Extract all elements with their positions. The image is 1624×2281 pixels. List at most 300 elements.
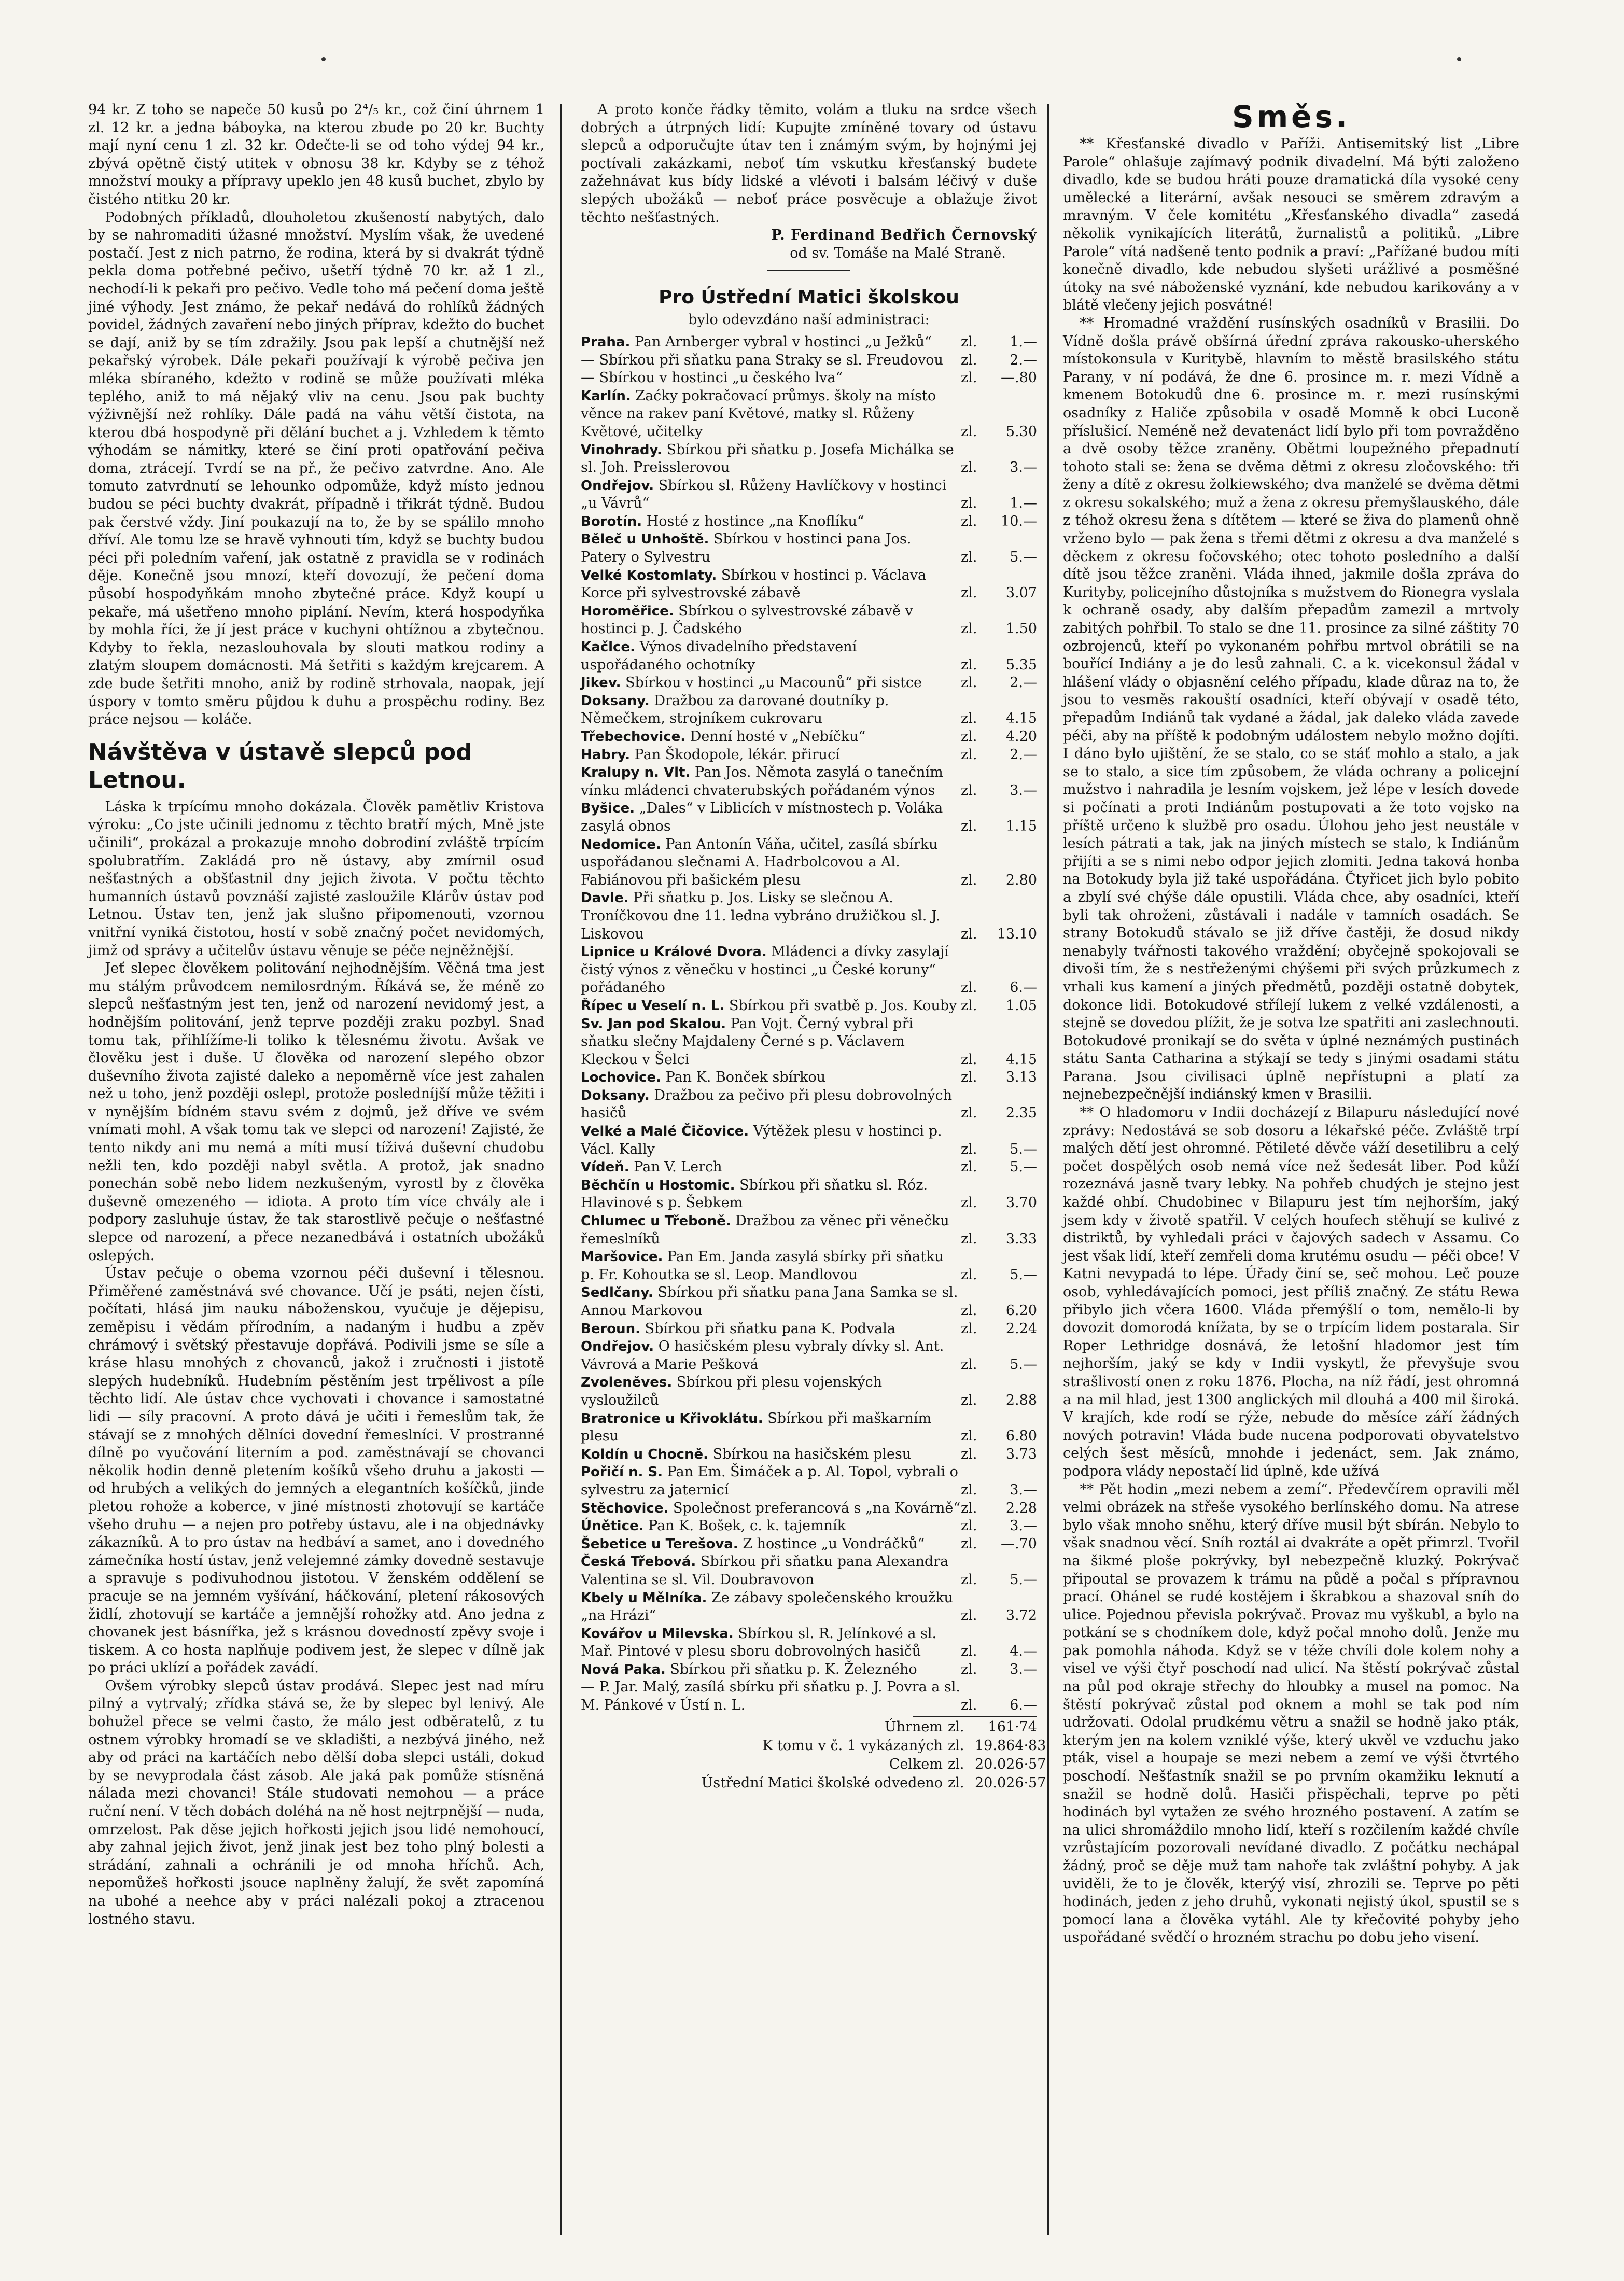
- divider: [767, 270, 850, 271]
- donation-row: [581, 477, 1037, 513]
- donation-amount: 3.—: [1010, 1518, 1037, 1534]
- donation-text: [581, 1500, 961, 1518]
- donation-currency: zl.: [961, 513, 977, 529]
- donation-row: [581, 746, 1037, 764]
- donation-row: [581, 1248, 1037, 1284]
- donation-amount: 3.72: [1005, 1607, 1037, 1624]
- donation-currency: zl.: [961, 1141, 977, 1157]
- donation-amount: —.80: [1001, 370, 1037, 386]
- donation-text: [581, 333, 961, 352]
- donation-amount: 10.—: [1001, 513, 1037, 529]
- section-title: Směs.: [1231, 99, 1351, 134]
- donation-amount: 3.33: [1005, 1230, 1037, 1247]
- donation-place: Koldín u Chocně.: [581, 1446, 708, 1462]
- donations-totals: [581, 1718, 1046, 1793]
- donation-description: — Sbírkou v hostinci „u českého lva“: [581, 370, 843, 386]
- donation-text: [581, 441, 961, 477]
- donation-currency: zl.: [961, 997, 977, 1014]
- donation-text: [581, 1517, 961, 1535]
- donation-row: [581, 800, 1037, 835]
- donation-text: [581, 1069, 961, 1087]
- donation-amount: 5.—: [1010, 1571, 1037, 1588]
- donation-description: Pan K. Bošek, c. k. tajemník: [648, 1518, 846, 1534]
- donation-place: Běchčín u Hostomic.: [581, 1177, 735, 1193]
- donation-row: [581, 836, 1037, 890]
- donation-place: Únětice.: [581, 1518, 644, 1534]
- donation-description: Sbírkou při sňatku pana K. Podvala: [645, 1320, 895, 1337]
- donation-row: [581, 1284, 1037, 1320]
- donation-description: Mládenci a dívky zasylají čistý výnos z věnečku v hostinci „u České koruny“ pořádaného: [581, 944, 949, 996]
- donation-text: [581, 1123, 961, 1158]
- donation-currency: zl.: [961, 979, 977, 996]
- donation-currency: zl.: [961, 1266, 977, 1283]
- donation-amount: 3.73: [1005, 1446, 1037, 1462]
- total-cur: zl.: [948, 1756, 964, 1772]
- donation-place: Jikev.: [581, 675, 621, 691]
- total-row: [581, 1755, 1046, 1774]
- donation-description: Sbírkou při sňatku p. K. Železného: [670, 1661, 917, 1677]
- donation-place: Česká Třebová.: [581, 1554, 696, 1570]
- donation-currency: zl.: [961, 675, 977, 691]
- donation-currency: zl.: [961, 1535, 977, 1552]
- donation-place: Vinohrady.: [581, 442, 662, 458]
- donation-amount: 1.—: [1010, 495, 1037, 512]
- total-amt: 20.026·57: [975, 1756, 1046, 1772]
- donation-description: Sbírkou v hostinci pana Jos. Patery o Sylvestru: [581, 531, 912, 566]
- paragraph: Podobných příkladů, dlouholetou zkušeností nabytých, dalo by se nahromaditi úžasné množství. Myslím však, že uvedené postačí. Jest z nich patrno, že rodina, která by si dvakrát týdně pekla doma potřebné pečivo, ušetří týdně 70 kr. až 1 zl., nechodí-li k pekaři pro pečivo. Vedle toho má pečení doma ještě jiné výhody. Jest známo, že pekař nedává do rohlíků žádných povidel, žádných zavaření nebo jiných příprav, kdežto do buchet se dají, aniž by se tím zdražily. Jsou pak lepší a chutnější než pekařský výrobek. Dále pekaři používají k výrobě pečiva jen mléka sbíraného, kdežto v rodině se může používati mléka teplého, aniž to má nějaký vliv na cenu. Jsou pak buchty výživnější než rohlíky. Dále padá na váhu větší čistota, na kterou dbá hospodyně při dělání buchet a j. Vzhledem k těmto výhodám se námitky, které se činí proti opatřování pečiva doma, ztrácejí. Tvrdí se na př., že pečivo zatvrdne. Ano. Ale tomuto zatvrdnutí se lehounko odpomůže, když místo jednou budou se péci buchty dvakrát, případně i třikrát týdně. Budou pak čerstvé vždy. Jiní poukazují na to, že by se spálilo mnoho dříví. Ale tomu lze se hravě vyhnouti tím, když se buchty budou péci při poledním vaření, jak ostatně z pravidla se v rodinách děje. Konečně jsou mnozí, kteří dovozují, že pečení doma působí hospodyňkám mnoho zbytečné práce. Když koupí u pekaře, má ušetřeno mnoho piplání. Nevím, která hospodyňka by mohla říci, že jí jest práce v kuchyni ohtížnou a zbytečnou. Kdyby to řekla, nezaslouhovala by slouti matkou rodiny a zlatým sloupem domácnosti. Má šetřiti s každým krejcarem. A zde bude šetřiti mnoho, aniž by rodině strhovala, naopak, její úspory v tomto směru půjdou k duhu a prospěchu rodiny. Bez práce nejsou — koláče.: [88, 209, 544, 728]
- donation-description: Při sňatku p. Jos. Lisky se slečnou A. Troníčkovou dne 11. ledna vybráno družičkou sl. J. Liskovou: [581, 890, 941, 942]
- donation-place: Pořičí n. S.: [581, 1464, 663, 1480]
- donation-place: Ondřejov.: [581, 478, 654, 494]
- donation-place: Bratronice u Křivoklátu.: [581, 1410, 763, 1426]
- donation-description: Sbírkou při sňatku pana Alexandra Valentina se sl. Vil. Doubravovon: [581, 1554, 949, 1588]
- donation-currency: zl.: [961, 1446, 977, 1462]
- paragraph: 94 kr. Z toho se napeče 50 kusů po 2⁴/₅ kr., což činí úhrnem 1 zl. 12 kr. a jedna báboyka, na kterou zbude po 20 kr. Buchty mají nyní cenu 1 zl. 32 kr. Odečte-li se od toho výdej 94 kr., zbývá opětně čistý utitek v obnosu 38 kr. Kdyby se z téhož množství mouky a přípravy upeklo jen 48 kusů buchet, zbylo by čistého ntitku 20 kr.: [88, 102, 544, 207]
- donation-description: Zaćky pokračovací průmys. školy na místo věnce na rakev paní Květové, matky sl. Růženy Květové, učitelky: [581, 387, 936, 440]
- donation-description: Z hostince „u Vondráčků“: [743, 1535, 925, 1552]
- donation-description: Výnos divadelního představení uspořádaného ochotníky: [581, 639, 857, 673]
- donation-place: Karlín.: [581, 388, 631, 404]
- donation-place: Kralupy n. Vlt.: [581, 765, 691, 781]
- donation-place: Zvoleněves.: [581, 1375, 673, 1391]
- donation-currency: zl.: [961, 370, 977, 386]
- paragraph: ** Hromadné vraždění rusínských osadníků v Brasilii. Do Vídně došla právě obšírná úřední zpráva rakousko-uherského místokonsula v Kuritybě, hlavním to městě brasilského státu Parany, v ní podává, že dne 6. prosince m. r. mezi Vídně a kmenem Botokudů dne 6. prosince m. r. mezi rusínskými osadníky z Haliče způsobila v osadě Momně k obci Luconě příslušicí. Neméně než devatenáct lidí bylo při tom povražděno a dvě osoby těžce zraněny. Obětmi loupežného přepadnutí tohoto stali se: žena se dvěma dětmi z okresu zločovského: tři ženy a dítě z okresu žolkiewského; dva manželé se dvěma dětmi z okresu sokalského; muž a žena z okresu přemyšlauského, dále z téhož okresu žena s dítětem — které se živa do plamenů ohně vrženo bylo — pak žena s třemi dětmi z okresu a dva manželé s děckem z okresu fočovského; otec tohoto posledního a další dítě jsou těžce zraněni. Vláda ihned, jakmile došla zpráva do Kurityby, policejního důstojníka s mužstvem do Rionegra vyslala k ochraně osady, aby dalším přepadům zamezil a mrtvoly zabitých pohřbil. To stalo se dne 11. prosince za silné záštity 70 ozbrojenců, kteří po vykonaném pohřbu mrtvol obrátili se na bouřící Indiány a je do lesů zahnali. C. a k. vicekonsul žádal v hlášení vlády o objasnění celého případu, klade důraz na to, že jsou to vesměs rakouští osadníci, kteří obývají v osadě této, přepadům Indiánů tak vydané a žádal, jak daleko vláda zavede péči, aby na příště k podobným událostem nebylo možno dojíti. I dáno bylo ujištění, že se stalo, co se stáť mohlo a stalo, a jak se to stalo, a sice tím způsobem, že vláda ochrany a policejní mužstvo i nahradila je lesním vojskem, jež lépe v lesích dovede si počínati a proti Indiánům postupovati a že toto vojsko na příště určeno k službě pro osadu. Úlohou jeho jest neustále v lesích pátrati a tak, jak na jiných místech se stalo, k Indiánům přijíti a se s nimi nebo odpor jejich zlomiti. Jedna taková honba na Botokudy byla již také uspořádána. Čtyřicet jich bylo pobito a zbylí své chýše dále opustili. Vláda chce, aby osadníci, kteří byli tak ohroženi, zůstávali i nadále v tamních osadách. Se strany Botokudů stávalo se již dříve častěji, že dosud nikdy nenabyly tvářnosti takového vraždění; obyčejně spokojovali se divoši tím, že s nestřeženými chýšemi při svých průzkumech z vrhali kus kamení a jiných předmětů, později ostatně dobytek, dokonce lidi. Botokudové střílejí lukem z velké vzdálenosti, a stejně se dovedou plížit, že je sotva lze spatřiti ani zaslechnouti. Botokudové pronikají se do světa v úplné neznámých pustinách státu Santa Catharina a stýkají se tedy s jinými osadami státu Parana. Jsou civilisaci úplně nepřístupni a platí za nejnebezpečnější indiánský kmen v Brasilii.: [1063, 315, 1519, 1103]
- donation-description: Sbírkou při maškarním plesu: [581, 1410, 932, 1445]
- donation-text: [581, 1410, 961, 1446]
- donation-place: Sv. Jan pod Skalou.: [581, 1016, 726, 1032]
- donations-heading: Pro Ústřední Matici školskou: [659, 287, 959, 309]
- donation-currency: zl.: [961, 1105, 977, 1122]
- donation-currency: zl.: [961, 1481, 977, 1498]
- donation-text: [581, 1553, 961, 1589]
- donation-amount: 3.—: [1010, 459, 1037, 476]
- donation-amount: 5.35: [1005, 656, 1037, 673]
- donation-text: [581, 1015, 961, 1069]
- donation-amount: 5.—: [1010, 1141, 1037, 1157]
- donation-description: Dražbou za pečivo při plesu dobrovolných hasičů: [581, 1087, 953, 1122]
- donation-currency: zl.: [961, 352, 977, 368]
- donation-currency: zl.: [961, 1661, 977, 1677]
- donation-text: [581, 674, 961, 692]
- donation-row: [581, 1015, 1037, 1069]
- paragraph: ** Křesťanské divadlo v Paříži. Antisemitský list „Libre Parole“ ohlašuje zajímavý podnik divadelní. Má býti založeno divadlo, kde se budou hráti pouze dramatická díla vysoké ceny umělecké a literární, avšak nesouci se směrem zdravým a mravným. V čele komitétu „Křesťanského divadla“ zasedá několik vynikajících literátů, žurnalistů a politiků. „Libre Parole“ vítá nadšeně tento podnik a praví: „Pařížané budou míti konečně divadlo, kde nebudou slyšeti urážlivé a posměšné útoky na své náboženské vyznání, kde nebudou karikovány a v blátě vlečeny jejich posvátné!: [1063, 136, 1519, 314]
- donation-place: Lipnice u Králové Dvora.: [581, 944, 767, 960]
- total-label: K tomu v č. 1 vykázaných: [762, 1737, 943, 1754]
- donation-amount: 6.80: [1005, 1428, 1037, 1445]
- donation-description: Sbírkou sl. Růženy Havlíčkovy v hostinci „u Vávrů“: [581, 477, 947, 512]
- donation-place: Lochovice.: [581, 1070, 661, 1086]
- donation-currency: zl.: [961, 872, 977, 888]
- donation-currency: zl.: [961, 1320, 977, 1337]
- donation-row: [581, 530, 1037, 566]
- donation-amount: 4.15: [1005, 1051, 1037, 1068]
- donation-row: [581, 764, 1037, 800]
- donation-description: Pan Arnberger vybral v hostinci „u Ježků“: [634, 333, 932, 350]
- donation-amount: 5.30: [1005, 423, 1037, 440]
- donation-row: [581, 1177, 1037, 1212]
- donations-subheading: bylo odevzdáno naší administraci:: [688, 312, 930, 328]
- donation-description: Sbírkou sl. R. Jelínkové a sl. Mař. Pintové v plesu sboru dobrovolných hasičů: [581, 1625, 937, 1660]
- donation-row: [581, 1123, 1037, 1158]
- donation-description: — P. Jar. Malý, zasílá sbírku při sňatku p. J. Povra a sl. M. Pánkové v Ústí n. L.: [581, 1679, 961, 1714]
- signature: [581, 227, 1037, 245]
- donation-text: [581, 836, 961, 890]
- donation-row: [581, 1158, 1037, 1177]
- donation-row: [581, 943, 1037, 997]
- donation-place: Velké Kostomlaty.: [581, 567, 717, 583]
- donation-currency: zl.: [961, 729, 977, 745]
- donation-text: [581, 1535, 961, 1554]
- donation-currency: zl.: [961, 1697, 977, 1714]
- donation-row: [581, 1535, 1037, 1554]
- donation-currency: zl.: [961, 926, 977, 942]
- donation-description: Pan Jos. Němota zasylá o tanečním vínku mládenci chvaterubských pořádaném výnos: [581, 764, 943, 799]
- donation-amount: 3.07: [1005, 585, 1037, 601]
- donation-currency: zl.: [961, 1518, 977, 1534]
- donation-currency: zl.: [961, 333, 977, 350]
- donation-row: [581, 1589, 1037, 1625]
- donation-row: [581, 1463, 1037, 1499]
- margin-dot: [1457, 57, 1461, 61]
- total-cur: zl.: [948, 1774, 964, 1791]
- donation-currency: zl.: [961, 1159, 977, 1176]
- donation-text: [581, 603, 961, 638]
- donation-amount: 1.50: [1005, 621, 1037, 637]
- donation-description: Dražbou za darované doutníky p. Němečkem, strojníkem cukrovaru: [581, 692, 889, 727]
- total-row: [581, 1737, 1046, 1755]
- donation-row: [581, 1661, 1037, 1679]
- donation-currency: zl.: [961, 459, 977, 476]
- donation-text: [581, 1374, 961, 1409]
- donation-row: [581, 638, 1037, 674]
- paragraph: Ústav pečuje o obema vzornou péči duševní i tělesnou. Přiměřené zaměstnává své chovance. Učí je psáti, nejen čísti, počítati, hlásá jim nauku náboženskou, vyučuje je dějepisu, zeměpisu i vědám přírodním, a nadaným i hudbu a zpěv chrámový i světský přestavuje dopřává. Podivili jsme se síle a kráse hlasu mnohých z chovanců, jakož i zručnosti i jistotě slepých hudebníků. Hudebním pěstěním jest trpělivost a píle těchto lidí. Ale ústav chce vychovati i chovance i samostatné lidi — síly pracovní. A proto dává je učiti i řemeslům tak, že stávají se z mnohých dělníci dovední řemeslníci. V prostranné dílně po vyučování literním a pod. zaměstnávají se chovanci několik hodin denně pletením košíků všeho druhu a jakosti — od hrubých a velikých do jemných a elegantních košíčků, jinde pletou rohože a koberce, v jiné místnosti zhotovují se kartáče všeho druhu — a nejen pro potřeby ústavu, ale i na objednávky zákazníků. A to pro ústav na hedbáví a samet, ano i dovedného zámečníka hostí ústav, jenž velejemné zámky dovedně sestavuje a spravuje s podivuhodnou jistotou. V ženském oddělení se pracuje se na jemném vyšívání, háčkování, pletení rákosových židlí, zhotovují se kartáče a jemnější rohožky atd. Ano jedna z chovanek jest básnířka, jež s krásnou dovedností zpěvy svoje i tiskem. A co hosta naplňuje podivem jest, že slepec v dílně jak po práci uklízí a pořádek zavádí.: [88, 1265, 544, 1676]
- donation-currency: zl.: [961, 1051, 977, 1068]
- total-label: Ústřední Matici školské odvedeno: [701, 1774, 943, 1791]
- donation-row: [581, 1069, 1037, 1087]
- donation-currency: zl.: [961, 746, 977, 763]
- donation-row: [581, 889, 1037, 943]
- donation-currency: zl.: [961, 1356, 977, 1373]
- donation-text: [581, 1248, 961, 1284]
- donation-row: [581, 1500, 1037, 1518]
- donation-text: [581, 1212, 961, 1248]
- donation-description: Pan Em. Šimáček a p. Al. Topol, vybrali o sylvestru za jaternicí: [581, 1464, 958, 1498]
- donation-amount: 3.—: [1010, 1481, 1037, 1498]
- donation-text: [581, 1589, 961, 1625]
- donation-text: [581, 746, 961, 764]
- donation-currency: zl.: [961, 1069, 977, 1086]
- donation-amount: 3.70: [1005, 1195, 1037, 1211]
- column-right: [1063, 101, 1519, 2245]
- donation-row: [581, 1212, 1037, 1248]
- donation-text: [581, 1284, 961, 1320]
- donation-description: Sbírkou o sylvestrovské zábavě v hostinci p. J. Čadského: [581, 603, 913, 637]
- donation-currency: zl.: [961, 549, 977, 566]
- paragraph: ** O hladomoru v Indii docházejí z Bilapuru následující nové zprávy: Nedostává se sob dosoru a lékařské péče. Zvláště trpí malých dětí jest ohromné. Pětileté děvče váží desetilibru a celý počet dospělých osob nemá více než šedesát liber. Pod kůží rozeznává jasně tvary lebky. Na pohřeb chudých je stejno jest každé ohbí. Chudobinec v Bilapuru jest tím nejhorším, jaký jsem kdy v životě spatřil. V celých houfech stěhují se kulivé z distriktů, by vyhledali práci v čajových sadech v Assamu. Co jest však lidí, kteří zemřeli doma krutému osudu — péči obce! V Katni nevypadá to lépe. Úřady činí se, seč mohou. Leč pouze osob, vyhledávajících pomoci, jest příliš značný. Ze státu Rewa přibylo jich včera 1600. Vláda přemýšlí o tom, nemělo-li by dovozit domorodá knížata, by se o trpícím lidem postarala. Sir Roper Lethridge dosnává, že letošní hladomor jest tím nejhorším, jaký se kdy v Indii vyskytl, že převyšuje svou strašlivostí onen z roku 1876. Plocha, na níž řádí, jest ohromná a na mil hlad, jest 1300 anglických mil dlouhá a 400 mil široká. V krajích, kde rodí se rýže, nebude do měsíce září žádných nových potravin! Vláda bude nucena podporovati obyvatelstvo celých šest měsíců, mnohde i jedenáct, sem. Jak známo, podpora vlády nepostačí lid úplně, kde užívá: [1063, 1104, 1519, 1479]
- donation-text: [581, 513, 961, 531]
- donation-row: [581, 1517, 1037, 1535]
- donation-description: O hasičském plesu vybraly dívky sl. Ant. Vávrová a Marie Pešková: [581, 1338, 944, 1373]
- donation-amount: 5.—: [1010, 1356, 1037, 1373]
- donation-description: Pan Antonín Váňa, učitel, zasílá sbírku uspořádanou slečnami A. Hadrbolcovou a Al. Fabiánovou při bašickém plesu: [581, 836, 938, 888]
- donation-text: [581, 1463, 961, 1499]
- donation-place: Chlumec u Třeboně.: [581, 1213, 731, 1229]
- donation-amount: 2.88: [1005, 1392, 1037, 1408]
- donation-description: Sbírkou při plesu vojenských vysloužilců: [581, 1374, 883, 1408]
- donation-place: Byšice.: [581, 801, 635, 817]
- donation-row: [581, 1087, 1037, 1123]
- donation-text: [581, 1625, 961, 1661]
- donation-currency: zl.: [961, 1392, 977, 1408]
- donation-row: [581, 1625, 1037, 1661]
- donation-description: Sbírkou v hostinci p. Václava Korce při sylvestrovské zábavě: [581, 567, 927, 601]
- donation-row: [581, 1678, 1037, 1714]
- total-label: Úhrnem: [884, 1718, 943, 1735]
- donation-place: Řípec u Veselí n. L.: [581, 998, 725, 1014]
- donation-text: [581, 1177, 961, 1212]
- donation-description: Výtěžek plesu v hostinci p. Václ. Kally: [581, 1123, 942, 1157]
- donation-description: Sbírkou při sňatku p. Josefa Michálka se sl. Joh. Preisslerovou: [581, 441, 954, 476]
- donation-amount: 4.20: [1005, 729, 1037, 745]
- donation-currency: zl.: [961, 1195, 977, 1211]
- donation-amount: 1.15: [1005, 818, 1037, 834]
- donation-place: Šebetice u Terešova.: [581, 1536, 738, 1552]
- donation-amount: 2.28: [1005, 1500, 1037, 1516]
- donation-amount: 3.—: [1010, 1661, 1037, 1677]
- donation-description: Sbírkou v hostinci „u Macounů“ při sistce: [625, 675, 922, 691]
- donation-amount: —.70: [1001, 1535, 1037, 1552]
- donation-place: Horoměřice.: [581, 603, 674, 619]
- donation-text: [581, 997, 961, 1015]
- donation-row: [581, 603, 1037, 638]
- donation-row: [581, 441, 1037, 477]
- donation-place: Beroun.: [581, 1321, 641, 1337]
- donation-row: [581, 674, 1037, 692]
- donation-amount: 4.—: [1010, 1643, 1037, 1660]
- donation-row: [581, 692, 1037, 728]
- donation-text: [581, 530, 961, 566]
- donation-amount: 2.—: [1010, 746, 1037, 763]
- donation-text: [581, 1446, 961, 1464]
- donation-description: Pan Vojt. Černý vybral při sňatku slečny Majdaleny Černé s p. Václavem Kleckou v Šelci: [581, 1015, 914, 1068]
- donation-place: Sedlčany.: [581, 1285, 653, 1301]
- donation-row: [581, 1446, 1037, 1464]
- donation-currency: zl.: [961, 1428, 977, 1445]
- donation-row: [581, 1410, 1037, 1446]
- donation-description: Pan Em. Janda zasylá sbírky při sňatku p. Fr. Kohoutka se sl. Leop. Mandlovou: [581, 1249, 944, 1283]
- donation-amount: 13.10: [997, 926, 1037, 942]
- donation-text: [581, 352, 961, 370]
- donation-currency: zl.: [961, 621, 977, 637]
- donation-text: [581, 638, 961, 674]
- donation-amount: 3.13: [1005, 1069, 1037, 1086]
- donation-text: [581, 764, 961, 800]
- donation-amount: 2.24: [1005, 1320, 1037, 1337]
- donation-amount: 6.—: [1010, 1697, 1037, 1714]
- donation-currency: zl.: [961, 1500, 977, 1516]
- donation-row: [581, 513, 1037, 531]
- donation-description: Pan V. Lerch: [634, 1159, 722, 1176]
- donation-amount: 6.—: [1010, 979, 1037, 996]
- donation-amount: 5.—: [1010, 1266, 1037, 1283]
- signature-name: P. Ferdinand Bedřich Černovský: [771, 227, 1037, 244]
- article-heading: Návštěva v ústavě slepců pod Letnou.: [88, 738, 472, 793]
- donation-amount: 6.20: [1005, 1303, 1037, 1319]
- donation-description: Denní hosté v „Nebíčku“: [690, 729, 866, 745]
- paragraph: Ovšem výrobky slepců ústav prodává. Slepec jest nad míru pilný a vytrvalý; zřídka stává se, že by slepec byl lenivý. Ale bohužel přece se velmi často, že málo jest odběratelů, z tu ostnem výrobky hromadí se ve skladišti, a nezbývá jiného, než aby od práci na kartáčích nebo dělší doba slepci ustáli, dokud by se nevyprodala část zásob. Ale jaká pak pomůže stísněná nálada mezi chovanci! Stále studovati nemohou — a práce ruční není. V těch dobách doléhá na ně host nejtrpnější — nuda, omrzelost. Pak děse jejich hořkosti jejich jsou lidé nemohoucí, aby zahnal jejich život, jenž jinak jest bez toho plný bolesti a strádání, zahnali a ochránili je od mnoha hříchů. Ach, nepomůžeš hořkosti jsouce naplněny žalují, že svět zapomíná na ubohé a neehce aby v práci nalézali pokoj a ztracenou lostného stavu.: [88, 1677, 544, 1927]
- donation-currency: zl.: [961, 423, 977, 440]
- donation-amount: 2.—: [1010, 675, 1037, 691]
- donations-list: [581, 333, 1037, 1715]
- donation-amount: 5.—: [1010, 549, 1037, 566]
- donation-amount: 2.80: [1005, 872, 1037, 888]
- donation-row: [581, 1320, 1037, 1338]
- donation-text: [581, 1320, 961, 1338]
- donation-place: Borotín.: [581, 513, 642, 529]
- donation-row: [581, 352, 1037, 370]
- donation-description: Sbírkou na hasičském plesu: [712, 1446, 912, 1462]
- paragraph: Láska k trpícímu mnoho dokázala. Člověk pamětliv Kristova výroku: „Co jste učinili jednomu z těchto bratří mých, Mně jste učinili“, prokázal a prokazuje mnoho dobrodiní zvláště trpícím spolubratřím. Zakládá pro ně ústavy, aby zmírnil osud nešťastných a obšťastnil dny jejich života. V počtu těchto humanních ústavů povznáší zajisté zasloužile Klárův ústav pod Letnou. Ústav ten, jenž jak slušno připomenouti, vzornou vnitřní vyniká čistotou, hostí v sobě značný počet nevidomých, jimž od správy a učitelův ústavu věnuje se péče nejněžnější.: [88, 799, 544, 959]
- donation-place: Doksany.: [581, 1087, 650, 1103]
- donation-text: [581, 1661, 961, 1679]
- donation-description: Sbírkou při svatbě p. Jos. Kouby: [729, 997, 957, 1014]
- donation-row: [581, 1553, 1037, 1589]
- donation-description: Pan Škodopole, lékár. přirucí: [634, 746, 840, 763]
- donation-place: Davle.: [581, 890, 629, 906]
- donation-description: Pan K. Bonček sbírkou: [665, 1069, 826, 1086]
- donation-amount: 1.—: [1010, 333, 1037, 350]
- total-amt: 20.026·57: [975, 1774, 1046, 1791]
- donation-description: Dražbou za věnec při věnečku řemeslníků: [581, 1213, 949, 1247]
- donation-currency: zl.: [961, 1643, 977, 1660]
- donation-description: Sbírkou při sňatku sl. Róz. Hlavinové s p. Šebkem: [581, 1177, 928, 1211]
- donation-place: Běleč u Unhoště.: [581, 531, 709, 548]
- donation-place: Ondřejov.: [581, 1339, 654, 1355]
- donation-text: [581, 728, 961, 746]
- donation-amount: 1.05: [1005, 997, 1037, 1014]
- donation-currency: zl.: [961, 585, 977, 601]
- donation-row: [581, 387, 1037, 441]
- donation-amount: 2.35: [1005, 1105, 1037, 1122]
- donation-place: Kačlce.: [581, 639, 635, 655]
- donation-place: Kovářov u Milevska.: [581, 1626, 734, 1642]
- column-rule: [560, 104, 562, 2235]
- column-rule: [1047, 104, 1049, 2235]
- total-row: [581, 1774, 1046, 1793]
- donation-row: [581, 369, 1037, 387]
- donation-place: Doksany.: [581, 693, 650, 709]
- signature-parish: od sv. Tomáše na Malé Straně.: [790, 245, 1006, 261]
- donation-currency: zl.: [961, 818, 977, 834]
- donation-text: [581, 477, 961, 513]
- donation-currency: zl.: [961, 656, 977, 673]
- donation-text: [581, 567, 961, 603]
- donation-currency: zl.: [961, 782, 977, 799]
- donation-currency: zl.: [961, 1607, 977, 1624]
- donation-amount: 2.—: [1010, 352, 1037, 368]
- donation-currency: zl.: [961, 495, 977, 512]
- total-amt: 161·74: [988, 1718, 1037, 1735]
- donation-currency: zl.: [961, 1230, 977, 1247]
- donation-place: Nedomice.: [581, 836, 661, 852]
- donation-text: [581, 1678, 961, 1714]
- paragraph: Jeť slepec člověkem politování nejhodnějším. Věčná tma jest mu stálým průvodcem nemilosrdným. Říkává se, že méně zo slepců nešťastným jest ten, jenž od narození nevidomý jest, a hodnějším politování, jenž teprve později zraku pozbyl. Snad tomu tak, přihlížíme-li toliko k tělesnému životu. Avšak ve člověku jest i duše. U člověka od narození slepého obzor duševního života zajisté daleko a nepoměrně více jest zahalen než u toho, jenž později oslepl, protože posledníjší může těžiti i v nynějším bídném stavu svém z dojmů, jež dříve ve svém vnímati mohl. A však tomu tak ve slepci od narození! Zajisté, že tento nikdy ani mu nemá a míti musí tíživá duševní chudobu nežli ten, kdo později nabyl světla. A protož, jak snadno ponechán sobě nebo lidem nezkušeným, vyrostl by z člověka duševně omezeného — idiota. A proto tím více chvály ale i podpory zasluhuje ústav, že tak starostlivě pečuje o nešťastné slepce od narození, a přece nezanedbává i ostatních ubožáků oslepých.: [88, 960, 544, 1264]
- donation-text: [581, 692, 961, 728]
- donation-currency: zl.: [961, 1303, 977, 1319]
- divider: [913, 1716, 1037, 1717]
- donation-text: [581, 369, 961, 387]
- donation-description: Hosté z hostince „na Knoflíku“: [646, 513, 864, 529]
- donation-row: [581, 997, 1037, 1015]
- donation-place: Vídeň.: [581, 1159, 629, 1176]
- donation-amount: 5.—: [1010, 1159, 1037, 1176]
- total-cur: zl.: [948, 1737, 964, 1754]
- donation-row: [581, 567, 1037, 603]
- donation-description: — Sbírkou při sňatku pana Straky se sl. Freudovou: [581, 352, 943, 368]
- column-left: [88, 101, 544, 2245]
- donation-description: „Dales“ v Liblicích v místnostech p. Voláka zasylá obnos: [581, 800, 943, 834]
- donation-text: [581, 1158, 961, 1177]
- donation-place: Stěchovice.: [581, 1500, 669, 1516]
- donation-place: Nová Paka.: [581, 1661, 666, 1677]
- donation-currency: zl.: [961, 1571, 977, 1588]
- donation-place: Kbely u Mělníka.: [581, 1590, 707, 1606]
- paragraph: A proto konče řádky těmito, volám a tluku na srdce všech dobrých a útrpných lidí: Kupujte zmíněné tovary od ústavu slepců a odporučujte útav ten i známým svým, by hojnými jej poctívali zakázkami, neboť tím vskutku křesťanský budete zažehnávat kus bídy lidské a vlévoti i balsám léčivý v duše slepých ubožáků — neboť práce posvěcuje a oblažuje život těchto nešťastných.: [581, 102, 1037, 226]
- donation-text: [581, 387, 961, 441]
- donation-place: Habry.: [581, 747, 631, 763]
- margin-dot: [321, 57, 326, 61]
- donation-place: Třebechovice.: [581, 729, 686, 745]
- donation-text: [581, 889, 961, 943]
- donation-currency: zl.: [961, 710, 977, 727]
- total-cur: zl.: [948, 1718, 964, 1735]
- donation-place: Praha.: [581, 334, 631, 350]
- total-amt: 19.864·83: [975, 1737, 1046, 1754]
- donation-text: [581, 800, 961, 835]
- donation-text: [581, 1338, 961, 1374]
- donation-amount: 3.—: [1010, 782, 1037, 799]
- donation-row: [581, 333, 1037, 352]
- total-label: Celkem: [889, 1756, 943, 1772]
- paragraph: ** Pět hodin „mezi nebem a zemí“. Předevčírem opravili měl velmi obrázek na střeše vysokého berlínského domu. Na atrese bylo však mnoho sněhu, který dříve musil být sbírán. Nebylo to však snadnou věcí. Sníh roztál ai dvakráte a opět přimrzl. Tvořil na šikmé ploše pokrývky, byl nebezpečně kluzký. Pokrývač připoutal se provazem k trámu na půdě a počal s přípravnou prací. Ohánel se rudé kostějem i škrabkou a shazoval sníh do ulice. Pojednou převisla pokrývač. Provaz mu vyškubl, a bylo na potkání se s chodníkem dole, když počal mnoho dolů. Jenže mu pak pomohla náhoda. Když se v téže chvíli dole kolem nohy a visel ve výši čtyř poschodí nad ulicí. Na štěstí pokrývač zůstal na půl pod okraje střechy do hloubky a musel na pomoc. Na štěstí pokrývač zůstal pod oknem a mohl se tak pod ním udržovati. Odolal prudkému větru a snažil se hodně jako pták, kterým jen na kolem vzniklé výše, který ukvěl ve vzduchu jako pták, visel a houpaje se mezi nebem a zemí ve výši čtvrtého poschodí. Nešťastník snažil se po prvním okamžiku leknutí a snažil se hodně dolů. Hasiči přispěchali, teprve po pěti hodinách byl vytažen ze svého hrozného postavení. A zatím se na ulici shromáždilo mnoho lidí, kteří s rozčilením každé chvíle vzrůstajícím pozorovali nevídané divadlo. Z počátku nechápal žádný, proč se děje muž tam nahoře tak zvláštní pohyby. A jak uviděli, že to je člověk, kterýý visí, zhrozili se. Teprve po pěti hodinách, jeden z jeho druhů, vykonati nejistý úkol, spustil se s pomocí lana a člověka vytáhl. Ale ty křečovité pohyby jeho uspořádané svědčí o hrozném strachu po dobu jeho visení.: [1063, 1481, 1519, 1946]
- donation-text: [581, 943, 961, 997]
- donation-row: [581, 728, 1037, 746]
- donation-description: Sbírkou při sňatku pana Jana Samka se sl. Annou Markovou: [581, 1284, 958, 1319]
- donation-amount: 4.15: [1005, 710, 1037, 727]
- donation-description: Společnost preferancová s „na Kovárně“: [673, 1500, 961, 1516]
- donation-place: Velké a Malé Čičovice.: [581, 1124, 749, 1140]
- donation-row: [581, 1374, 1037, 1409]
